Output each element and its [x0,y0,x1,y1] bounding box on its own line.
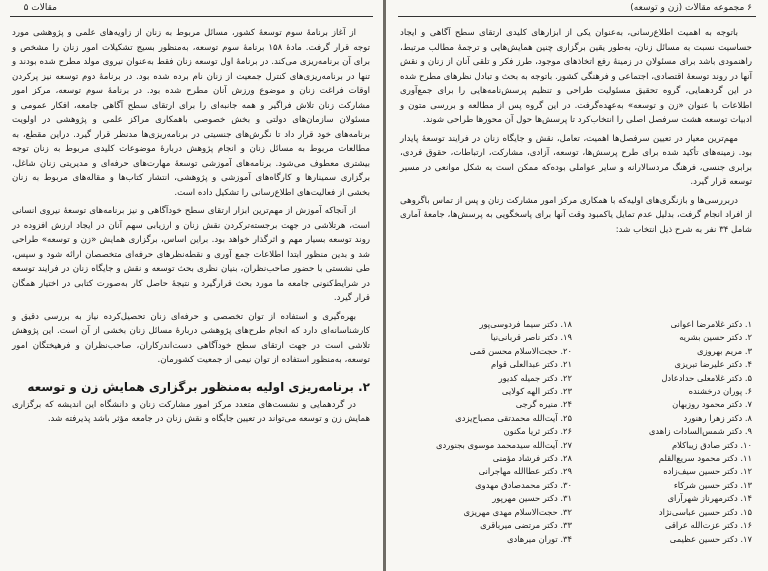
header-rule [10,16,373,17]
header-rule [398,16,756,17]
paragraph: از آنجاکه آموزش از مهم‌ترین ابزار ارتقای سطح خودآگاهی و نیز برنامه‌های توسعهٔ نیروی انسانی است، هرتلاشی در جهت برجسته‌ترکردن نقش زنان و ارزیابی سهم آنان در ایجاد ارزش افزوده در روند توسعه بسیار مهم و اثرگذار خواهد بود. براین اساس، برگزاری همایش «زن و توسعه» طراحی شد و بدین منظور ابتدا اطلاعات جمع آوری و نقطه‌نظرهای حرفه‌ای متخصصان ارائه شود و سپس، طی نشستی با حضور صاحب‌نظران، بنیان نظری بحث توسعه و نقش و جایگاه زنان در فرایند توسعه در شرایط‌کنونی جامعه ما مورد بحث قرارگیرد و نتیجهٔ حاصل کار به‌صورت کتابی در اختیار همگان قرار گیرد. [12,206,370,303]
section-heading: ۲. برنامه‌ریزی اولیه به‌منظور برگزاری همایش زن و توسعه [27,379,370,394]
list-item: ۳۴. توران میرهادی [506,533,572,544]
right-page [386,0,768,571]
list-item: ۳۰. دکتر محمدصادق مهدوی [475,479,572,490]
paragraph: بهره‌گیری و استفاده از توان تخصصی و حرفه‌ای زنان تحصیل‌کرده نیاز به بررسی دقیق و کارشناسانه‌ای دارد که انجام طرح‌های پژوهشی دربارهٔ مسائل زنان بخشی از آن است. این پژوهش تلاشی است در جهت ارتقای سطح خودآگاهی دست‌اندرکاران، صاحب‌نظران و فرهیختگان امور توسعه، به‌منظور استفاده از توان نیمی از جمعیت کشورمان. [12,311,370,365]
list-item: ۳. مریم بهروزی [697,345,752,356]
list-item: ۱۸. دکتر سیما فردوسی‌پور [479,319,572,329]
page-header: مقالات ۵ [23,3,57,13]
participants-column-a [649,318,752,546]
list-item: ۴. دکتر علیرضا تبریزی [674,359,752,370]
list-item: ۲۳. دکتر الهه کولایی [501,386,572,397]
right-body [400,26,752,237]
list-item: ۲۵. آیت‌الله محمدتقی مصباح‌یزدی [455,412,572,423]
list-item: ۱۴. دکترمهرناز شهرآرای [667,493,752,504]
list-item: ۱۱. دکتر محمود سریع‌القلم [658,453,752,464]
list-item: ۲۲. دکتر جمیله کدیور [498,372,572,383]
list-item: ۱۷. دکتر حسین عظیمی [669,533,752,544]
list-item: ۲۷. آیت‌الله سیدمحمد موسوی بجنوردی [435,439,572,450]
list-item: ۱۹. دکتر ناصر قربانی‌نیا [490,332,572,343]
list-item: ۲۰. حجت‌الاسلام محسن قمی [469,345,572,356]
list-item: ۱۳. دکتر حسین شرکاء [673,479,752,490]
list-item: ۵. دکتر غلامعلی حدادعادل [661,372,752,383]
list-item: ۱۶. دکتر عزت‌الله عراقی [664,520,752,531]
list-item: ۳۱. دکتر حسین مهرپور [492,493,572,504]
list-item: ۲۱. دکتر عبدالعلی قوام [491,359,572,370]
list-item: ۷. دکتر محمود روزبهان [672,399,752,410]
left-page [0,0,383,571]
list-item: ۱. دکتر غلامرضا اعوانی [670,319,752,329]
list-item: ۱۵. دکتر حسین عباسی‌نژاد [658,506,752,517]
list-item: ۹. دکتر شمس‌السادات زاهدی [648,426,752,437]
list-item: ۱۰. دکتر صادق زیباکلام [671,439,752,450]
page-header: ۶ مجموعه مقالات (زن و توسعه) [630,3,752,13]
list-item: ۶. پوران درخشنده [688,386,752,397]
participants-column-b [436,318,572,546]
paragraph: از آغاز برنامهٔ سوم توسعهٔ کشور، مسائل مربوط به زنان از زاویه‌های علمی و پژوهشی مورد توجه قرار گرفت. مادهٔ ۱۵۸ برنامهٔ سوم توسعه، به‌منظور بسیج تشکیلات امور زنان را مشخص و برای آن برنامه‌ریزی می‌کند. در برنامهٔ اول توسعه زنان فقط به‌عنوان نیروی مولد مطرح شده بودند و تنها در برنامه‌ریزی‌های کنترل جمعیت از زنان نام برده شده بود. در برنامهٔ دوم توسعه نیز پرکردن اوقات فراغت زنان و موضوع ورزش آنان مطرح شده بود. در برنامهٔ سوم توسعه، مرکز امور مشارکت زنان تلاش فراگیر و همه جانبه‌ای را برای ارتقای سطح آگاهی جامعه، افکار عمومی و مسئولان سازمان‌های دولتی و بخش خصوصی باهمکاری مراکز علمی و پژوهشی در اولویت برنامه‌های خود قرار داد تا نگرش‌های جنسیتی در برنامه‌ریزی‌ها مدنظر قرار گیرد. دراین مقطع، به مطالعات مربوط به مسائل زنان و انجام پژوهش دربارهٔ موضوعات کلیدی مربوط به زنان توجه بیشتری معطوف می‌شود. برنامه‌های آموزشی توسعهٔ مهارت‌های حرفه‌ای و مدیریتی زنان شاغل، برگزاری سمینارها و کارگاه‌های آموزشی و پژوهشی، انتشار کتاب‌ها و مقاله‌های مربوط به زنان بخشی از فعالیت‌های اطلاع‌رسانی را تشکیل داده است. [12,28,370,198]
list-item: ۲۸. دکتر فرشاد مؤمنی [492,453,572,464]
paragraph: باتوجه به اهمیت اطلاع‌رسانی، به‌عنوان یکی از ابزارهای کلیدی ارتقای سطح آگاهی و ایجاد حساسیت نسبت به مسائل زنان، به‌طور یقین برگزاری چنین همایش‌هایی و ترجمهٔ مطالب مرتبط، راهنمودی باشد برای مسئولان در زمینهٔ رفع اتخاذهای موجود، طرز فکر و تلقی آنان از زنان و نقش آنها در روند توسعهٔ اقتصادی، اجتماعی و فرهنگی کشور. باتوجه به بحث و تبادل نظرهای مطرح شده در این گردهمایی، گروه تحقیق مسئولیت طراحی و تنظیم پرسش‌نامه‌هایی را برای جمع‌آوری اطلاعات با عنوان «زن و توسعه» به‌عهده‌گرفت. در این گروه پس از مطالعه و بررسی متون و ادبیات توسعه هشت سرفصل اصلی را انتخاب‌کرد تا پرسش‌ها حول آن محورها طراحی شوند. [400,28,752,125]
list-item: ۳۳. دکتر مرتضی میرباقری [480,520,572,531]
list-item: ۳۲. حجت‌الاسلام مهدی مهریزی [463,506,572,517]
list-item: ۲۹. دکتر عطاالله مهاجرانی [478,466,572,477]
paragraph: مهم‌ترین معیار در تعیین سرفصل‌ها اهمیت، تعامل، نقش و جایگاه زنان در فرایند توسعهٔ پایدار بود. زمینه‌های تأکید شده برای طرح پرسش‌ها، توسعه، آزادی، مشارکت، ارتباطات، حقوق فردی، برابری جنسی، فرهنگ مردسالارانه و سایر عواملی بوده‌که ممکن است به شکل موانعی در مسیر توسعه قرار گیرد. [400,133,752,187]
list-item: ۱۲. دکتر حسین سیف‌زاده [663,466,752,477]
list-item: ۸. دکتر زهرا رهنورد [683,412,752,423]
list-item: ۲. دکتر حسین بشریه [679,332,752,343]
left-body [12,26,370,427]
paragraph: در گردهمایی و نشست‌های متعدد مرکز امور مشارکت زنان و دانشگاه این اندیشه که برگزاری همایش زن و توسعه می‌تواند در تعیین جایگاه و نقش زنان در جامعه مؤثر باشد پذیرفته شد. [12,399,370,424]
paragraph: دربررسی‌ها و بازنگری‌های اولیه‌که با همکاری مرکز امور مشارکت زنان و پس از تماس باگروهی از افراد انجام گرفت، بدلیل عدم تمایل یاکمبود وقت آنها برای پاسخگویی به پرسش‌ها، جامعهٔ آماری شامل ۳۴ نفر به شرح ذیل انتخاب شد: [400,195,752,235]
list-item: ۲۴. منیره گرجی [515,399,572,410]
list-item: ۲۶. دکتر ثریا مکنون [503,426,572,437]
